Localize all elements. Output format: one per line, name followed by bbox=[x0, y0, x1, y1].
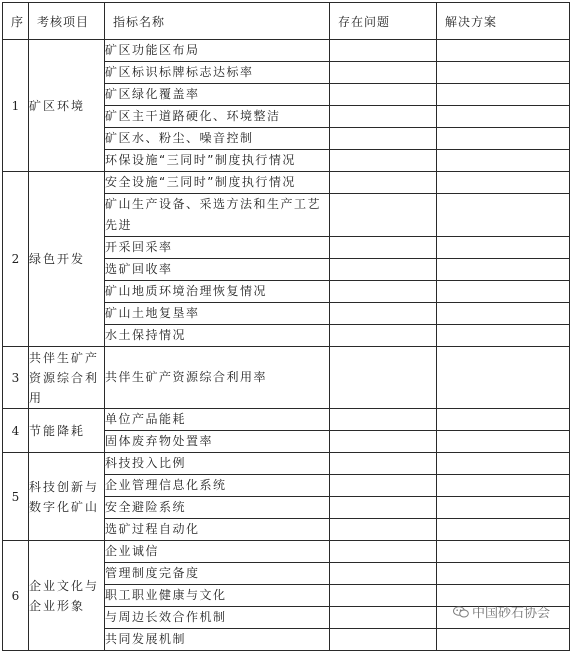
issues-cell[interactable] bbox=[330, 40, 437, 62]
solutions-cell[interactable] bbox=[437, 541, 570, 563]
solutions-cell[interactable] bbox=[437, 194, 570, 237]
indicator-cell: 矿区主干道路硬化、环境整洁 bbox=[105, 106, 330, 128]
header-indicator: 指标名称 bbox=[105, 3, 330, 40]
solutions-cell[interactable] bbox=[437, 629, 570, 651]
issues-cell[interactable] bbox=[330, 347, 437, 409]
issues-cell[interactable] bbox=[330, 409, 437, 431]
indicator-cell: 安全设施“三同时”制度执行情况 bbox=[105, 172, 330, 194]
issues-cell[interactable] bbox=[330, 497, 437, 519]
indicator-cell: 管理制度完备度 bbox=[105, 563, 330, 585]
indicator-cell: 与周边长效合作机制 bbox=[105, 607, 330, 629]
indicator-cell: 开采回采率 bbox=[105, 237, 330, 259]
issues-cell[interactable] bbox=[330, 172, 437, 194]
solutions-cell[interactable] bbox=[437, 259, 570, 281]
indicator-cell: 共同发展机制 bbox=[105, 629, 330, 651]
indicator-cell: 企业诚信 bbox=[105, 541, 330, 563]
issues-cell[interactable] bbox=[330, 475, 437, 497]
issues-cell[interactable] bbox=[330, 106, 437, 128]
seq-cell: 4 bbox=[3, 409, 29, 453]
solutions-cell[interactable] bbox=[437, 497, 570, 519]
indicator-cell: 共伴生矿产资源综合利用率 bbox=[105, 347, 330, 409]
issues-cell[interactable] bbox=[330, 453, 437, 475]
indicator-cell: 矿山土地复垦率 bbox=[105, 303, 330, 325]
table-row bbox=[3, 541, 570, 563]
table-row bbox=[3, 409, 570, 431]
issues-cell[interactable] bbox=[330, 325, 437, 347]
issues-cell[interactable] bbox=[330, 150, 437, 172]
indicator-cell: 水土保持情况 bbox=[105, 325, 330, 347]
indicator-cell: 矿区功能区布局 bbox=[105, 40, 330, 62]
issues-cell[interactable] bbox=[330, 585, 437, 607]
indicator-cell: 企业管理信息化系统 bbox=[105, 475, 330, 497]
evaluation-table bbox=[2, 2, 570, 651]
seq-cell: 5 bbox=[3, 453, 29, 541]
watermark-text: 中国砂石协会 bbox=[471, 606, 550, 621]
indicator-cell: 矿区水、粉尘、噪音控制 bbox=[105, 128, 330, 150]
solutions-cell[interactable] bbox=[437, 172, 570, 194]
watermark bbox=[453, 602, 550, 621]
indicator-cell: 环保设施“三同时”制度执行情况 bbox=[105, 150, 330, 172]
header-issues: 存在问题 bbox=[330, 3, 437, 40]
issues-cell[interactable] bbox=[330, 62, 437, 84]
table-body bbox=[3, 40, 570, 651]
table-row bbox=[3, 347, 570, 409]
solutions-cell[interactable] bbox=[437, 325, 570, 347]
solutions-cell[interactable] bbox=[437, 303, 570, 325]
category-cell: 企业文化与企业形象 bbox=[29, 541, 105, 651]
table-header-row bbox=[3, 3, 570, 40]
seq-cell: 6 bbox=[3, 541, 29, 651]
seq-cell: 3 bbox=[3, 347, 29, 409]
solutions-cell[interactable] bbox=[437, 475, 570, 497]
solutions-cell[interactable] bbox=[437, 106, 570, 128]
header-seq: 序 bbox=[3, 3, 29, 40]
issues-cell[interactable] bbox=[330, 281, 437, 303]
indicator-cell: 矿山生产设备、采选方法和生产工艺先进 bbox=[105, 194, 330, 237]
issues-cell[interactable] bbox=[330, 607, 437, 629]
issues-cell[interactable] bbox=[330, 541, 437, 563]
indicator-cell: 安全避险系统 bbox=[105, 497, 330, 519]
indicator-cell: 矿区绿化覆盖率 bbox=[105, 84, 330, 106]
issues-cell[interactable] bbox=[330, 431, 437, 453]
indicator-cell: 选矿过程自动化 bbox=[105, 519, 330, 541]
table-row bbox=[3, 40, 570, 62]
indicator-cell: 职工职业健康与文化 bbox=[105, 585, 330, 607]
solutions-cell[interactable] bbox=[437, 409, 570, 431]
solutions-cell[interactable] bbox=[437, 281, 570, 303]
solutions-cell[interactable] bbox=[437, 453, 570, 475]
issues-cell[interactable] bbox=[330, 563, 437, 585]
category-cell: 节能降耗 bbox=[29, 409, 105, 453]
seq-cell: 1 bbox=[3, 40, 29, 172]
solutions-cell[interactable] bbox=[437, 237, 570, 259]
table-row bbox=[3, 453, 570, 475]
solutions-cell[interactable] bbox=[437, 431, 570, 453]
solutions-cell[interactable] bbox=[437, 128, 570, 150]
issues-cell[interactable] bbox=[330, 519, 437, 541]
header-solutions: 解决方案 bbox=[437, 3, 570, 40]
issues-cell[interactable] bbox=[330, 303, 437, 325]
issues-cell[interactable] bbox=[330, 194, 437, 237]
solutions-cell[interactable] bbox=[437, 62, 570, 84]
indicator-cell: 矿区标识标牌标志达标率 bbox=[105, 62, 330, 84]
category-cell: 科技创新与数字化矿山 bbox=[29, 453, 105, 541]
solutions-cell[interactable] bbox=[437, 40, 570, 62]
solutions-cell[interactable] bbox=[437, 347, 570, 409]
solutions-cell[interactable] bbox=[437, 84, 570, 106]
issues-cell[interactable] bbox=[330, 629, 437, 651]
solutions-cell[interactable] bbox=[437, 150, 570, 172]
indicator-cell: 科技投入比例 bbox=[105, 453, 330, 475]
issues-cell[interactable] bbox=[330, 84, 437, 106]
indicator-cell: 固体废弃物处置率 bbox=[105, 431, 330, 453]
table-row bbox=[3, 172, 570, 194]
indicator-cell: 选矿回收率 bbox=[105, 259, 330, 281]
indicator-cell: 单位产品能耗 bbox=[105, 409, 330, 431]
header-category: 考核项目 bbox=[29, 3, 105, 40]
category-cell: 矿区环境 bbox=[29, 40, 105, 172]
seq-cell: 2 bbox=[3, 172, 29, 347]
issues-cell[interactable] bbox=[330, 128, 437, 150]
category-cell: 共伴生矿产资源综合利用 bbox=[29, 347, 105, 409]
issues-cell[interactable] bbox=[330, 259, 437, 281]
indicator-cell: 矿山地质环境治理恢复情况 bbox=[105, 281, 330, 303]
solutions-cell[interactable] bbox=[437, 563, 570, 585]
issues-cell[interactable] bbox=[330, 237, 437, 259]
wechat-icon bbox=[453, 606, 469, 618]
category-cell: 绿色开发 bbox=[29, 172, 105, 347]
solutions-cell[interactable] bbox=[437, 519, 570, 541]
